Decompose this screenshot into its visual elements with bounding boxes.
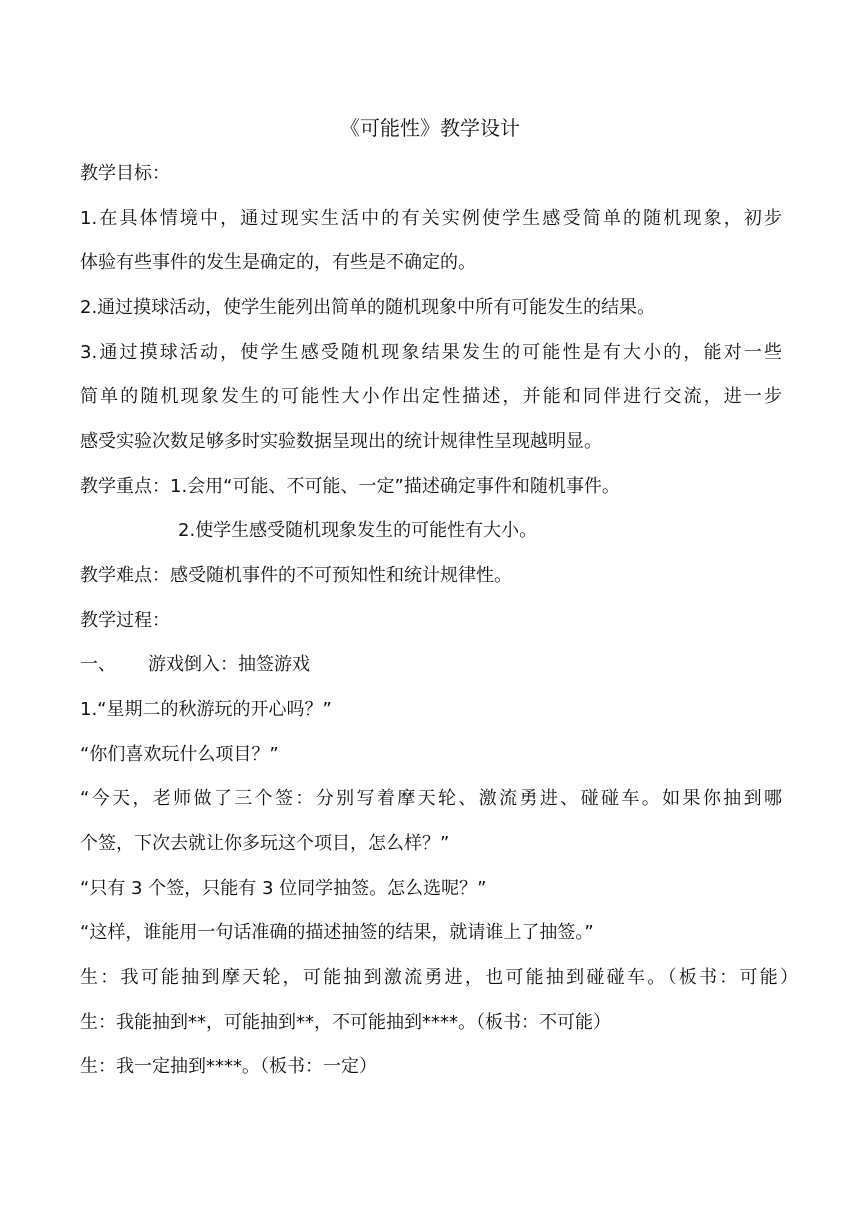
objective-1-line-1: 1.在具体情境中，通过现实生活中的有关实例使学生感受简单的随机现象，初步 [80, 208, 782, 229]
objective-2: 2.通过摸球活动，使学生能列出简单的随机现象中所有可能发生的结果。 [80, 297, 656, 318]
objective-3-line-1: 3.通过摸球活动，使学生感受随机现象结果发生的可能性是有大小的，能对一些 [80, 342, 782, 363]
key-points-line-2: 2.使学生感受随机现象发生的可能性有大小。 [178, 520, 538, 541]
document-title: 《可能性》教学设计 [340, 116, 520, 140]
section-1-title: 游戏倒入：抽签游戏 [148, 654, 310, 675]
dialog-line-4: “只有 3 个签，只能有 3 位同学抽签。怎么选呢？” [80, 878, 487, 899]
student-line-1: 生：我可能抽到摩天轮，可能抽到激流勇进，也可能抽到碰碰车。（板书：可能） [80, 967, 798, 988]
section-1-heading [80, 650, 310, 680]
key-points-line-1: 教学重点：1.会用“可能、不可能、一定”描述确定事件和随机事件。 [80, 476, 620, 497]
dialog-line-5: “这样，谁能用一句话准确的描述抽签的结果，就请谁上了抽签。” [80, 922, 594, 943]
dialog-line-3b: 个签，下次去就让你多玩这个项目，怎么样？” [80, 833, 450, 854]
objectives-heading: 教学目标： [80, 163, 170, 184]
dialog-line-1: 1.“星期二的秋游玩的开心吗？” [80, 699, 332, 720]
process-heading: 教学过程： [80, 610, 170, 631]
student-line-2: 生：我能抽到**，可能抽到**，不可能抽到****。（板书：不可能） [80, 1012, 611, 1033]
objective-1-line-2: 体验有些事件的发生是确定的，有些是不确定的。 [80, 252, 476, 273]
objective-3-line-3: 感受实验次数足够多时实验数据呈现出的统计规律性呈现越明显。 [80, 431, 602, 452]
student-line-3: 生：我一定抽到****。（板书：一定） [80, 1056, 377, 1077]
dialog-line-3a: “今天，老师做了三个签：分别写着摩天轮、激流勇进、碰碰车。如果你抽到哪 [80, 788, 782, 809]
dialog-line-2: “你们喜欢玩什么项目？” [80, 744, 279, 765]
section-1-number: 一、 [80, 654, 116, 675]
objective-3-line-2: 简单的随机现象发生的可能性大小作出定性描述，并能和同伴进行交流，进一步 [80, 386, 782, 407]
difficulty-line: 教学难点：感受随机事件的不可预知性和统计规律性。 [80, 565, 512, 586]
